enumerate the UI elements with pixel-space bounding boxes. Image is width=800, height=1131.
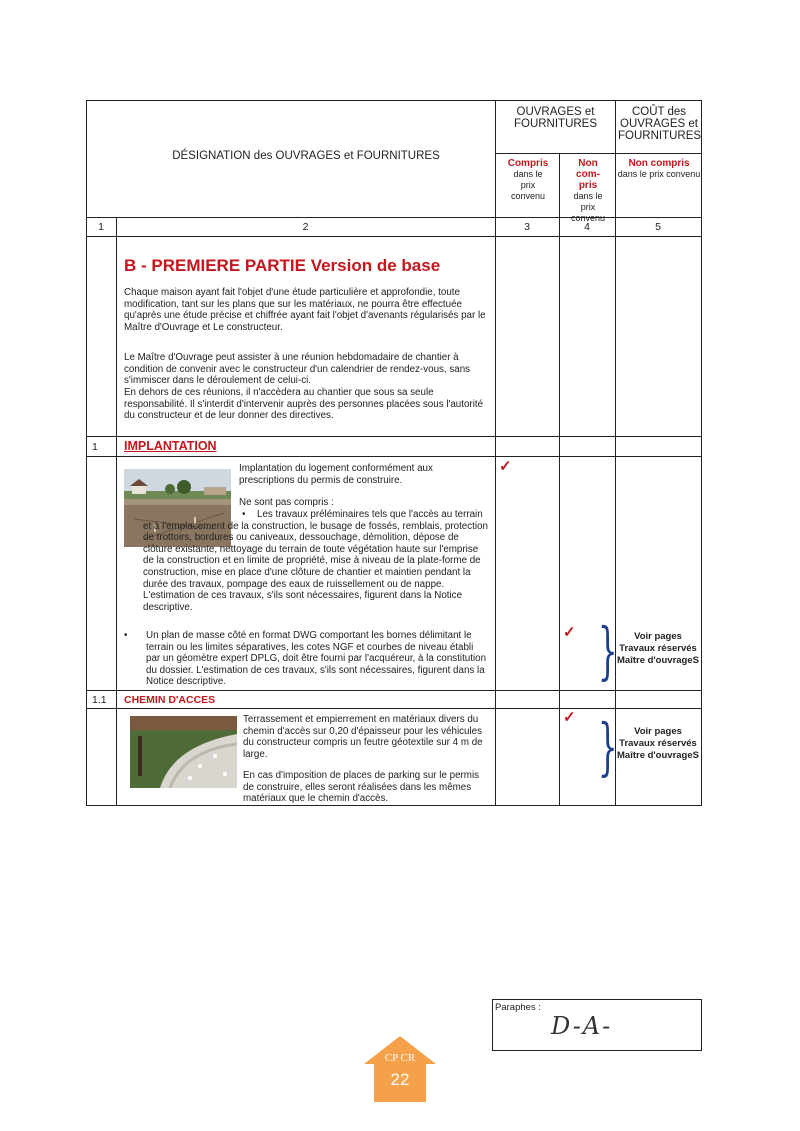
compris-label: Compris dans le prix convenu xyxy=(507,158,549,201)
checkmark-icon: ✓ xyxy=(563,709,576,726)
col-number-2: 2 xyxy=(302,221,309,233)
brace-icon: } xyxy=(597,614,618,687)
badge-code: CP CR xyxy=(384,1052,416,1064)
brace-icon: } xyxy=(597,710,618,783)
implantation-title: IMPLANTATION xyxy=(124,439,217,453)
paraphes-label: Paraphes : xyxy=(495,1002,541,1013)
page-badge xyxy=(364,1036,436,1102)
paraphes-box xyxy=(492,999,702,1051)
cout-header: COÛT des OUVRAGES et FOURNITURES xyxy=(618,106,702,142)
not-included-label: Ne sont pas compris : xyxy=(239,497,334,508)
section-title: B - PREMIERE PARTIE Version de base xyxy=(124,256,441,275)
bullet-item xyxy=(143,509,489,613)
section-paragraph: En dehors de ces réunions, il n'accèdera au chantier que sous sa seule responsabilité. Il s'interdit d'intervenir auprès des personnes placées sous l'autorité du constructeur et de leur donner des directives. xyxy=(124,387,484,422)
chemin-title: CHEMIN D'ACCES xyxy=(124,694,216,706)
bullet-item xyxy=(124,630,489,688)
row-number: 1 xyxy=(92,441,98,453)
ouvrages-header: OUVRAGES et FOURNITURES xyxy=(513,106,598,130)
page-number: 22 xyxy=(390,1070,410,1089)
bullet-text: Un plan de masse côté en format DWG comportant les bornes délimitant le terrain ou les limites séparatives, les cotes NGF et courbes de niveau établi par un géomètre expert DPLG, doit être fourni par l'acquéreur, à la constitution du dossier. L'estimation de ces travaux, s'ils sont nécessaires, figurent dans la Notice descriptive. xyxy=(146,630,487,688)
voir-pages-note: Voir pages Travaux réservés Maître d'ouvrageS xyxy=(617,726,699,761)
bullet-text: Les travaux préléminaires tels que l'accès au terrain et à l'emplacement de la construction, le busage de fossés, remblais, protection de trottoirs, bordures ou caniveaux, dessouchage, démolition, dépose de clôture existante, nettoyage du terrain de toute végétation haute sur l'emprise de la construction et en limite de propriété, mise à niveau de la plate-forme de construction, mise en place d'une clôture de chantier et maintien pendant la durée des travaux, pompage des eaux de ruissellement ou de nappe. L'estimation de ces travaux, s'ils sont nécessaires, figurent dans la Notice descriptive. xyxy=(143,509,488,613)
col-number-5: 5 xyxy=(655,221,661,233)
cout-non-compris-label: Non compris dans le prix convenu xyxy=(617,158,701,179)
chemin-text: Terrassement et empierrement en matériaux divers du chemin d'accès sur 0,20 d'épaisseur pour les véhicules du constructeur compris un feutre géotextile sur 4 m de large. xyxy=(243,714,483,760)
section-paragraph: Le Maître d'Ouvrage peut assister à une réunion hebdomadaire de chantier à condition de convenir avec le constructeur d'un calendrier de rendez-vous, sans s'immiscer dans le déroulement de celui-ci. xyxy=(124,352,471,387)
col-number-1: 1 xyxy=(98,221,104,233)
col-number-4: 4 xyxy=(584,221,590,233)
checkmark-icon: ✓ xyxy=(563,624,576,641)
path-photo xyxy=(130,716,237,788)
implantation-intro: Implantation du logement conformément aux prescriptions du permis de construire. xyxy=(239,463,433,486)
section-paragraph: Chaque maison ayant fait l'objet d'une étude particulière et approfondie, toute modification, tant sur les plans que sur les matériaux, ne pourra être effectuée qu'après une étude précise et chiffrée ayant fait l'objet d'avenants régularisés par le Maître d'Ouvrage et Le constructeur. xyxy=(124,287,486,333)
signature: D-A- xyxy=(551,1012,613,1040)
designation-header: DÉSIGNATION des OUVRAGES et FOURNITURES xyxy=(172,150,440,162)
voir-pages-note: Voir pages Travaux réservés Maître d'ouvrageS xyxy=(617,631,699,666)
bullet-icon: • xyxy=(242,509,246,520)
row-number: 1.1 xyxy=(92,694,107,706)
chemin-text: En cas d'imposition de places de parking sur le permis de construire, elles seront réalisées dans les mêmes matériaux que le chemin d'accès. xyxy=(243,770,480,805)
col-number-3: 3 xyxy=(524,221,530,233)
non-compris-label: Non com-pris dans le prix convenu xyxy=(570,158,606,223)
bullet-icon: • xyxy=(124,630,128,641)
checkmark-icon: ✓ xyxy=(499,458,512,475)
